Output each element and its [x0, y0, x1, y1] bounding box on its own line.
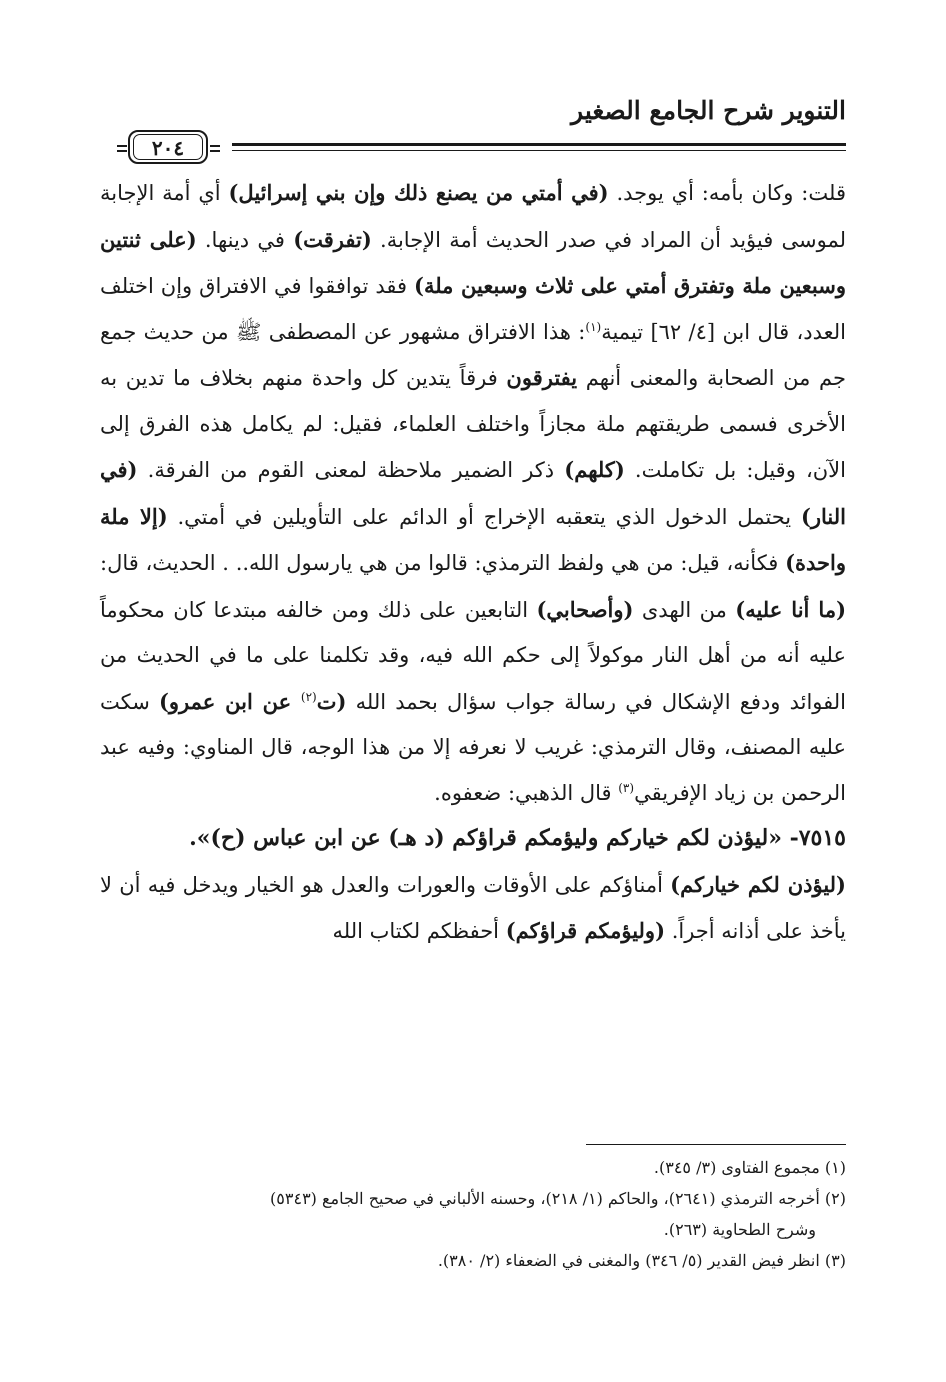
- source-reference: (ت: [316, 688, 347, 714]
- quoted-text: (تفرقت): [293, 226, 372, 252]
- commentary-paragraph: [100, 170, 846, 816]
- text-run: فرقاً يتدين كل واحدة منهم بخلاف ما تدين به الأخرى فسمى طريقتهم ملة مجازاً واختلف العلماء، فقيل: لم يكامل هذه الفرق إلى الآن، وقيل: بل تكاملت.: [100, 366, 846, 482]
- footnote-separator: [586, 1144, 846, 1145]
- footnote-2-continued: وشرح الطحاوية (٢٦٣).: [663, 1220, 816, 1239]
- footnote-marker[interactable]: (٢): [300, 689, 317, 704]
- text-run: أحفظكم لكتاب الله: [332, 919, 506, 943]
- text-run: قلت: وكان بأمه: أي يوجد.: [608, 181, 846, 205]
- quoted-text: (ليؤذن لكم خياركم): [670, 871, 846, 897]
- page-number: ٢٠٤: [151, 136, 185, 160]
- quoted-text: (إلا ملة واحدة): [100, 503, 846, 575]
- text-run: التابعين على ذلك ومن خالفه مبتدعا كان محكوماً عليه أنه من أهل النار موكولاً إلى حكم الله فيه، وقد تكلمنا على ما في الحديث من الفوائد ودفع الإشكال في رسالة جواب سؤال بحمد الله: [100, 597, 846, 714]
- page-number-ornament: [120, 130, 216, 166]
- emphasis-text: يفترقون: [506, 365, 578, 390]
- header-rule-thin: [232, 150, 846, 151]
- header-rule-thick: [232, 143, 846, 146]
- main-text: [100, 170, 846, 955]
- text-run: يحتمل الدخول الذي يتعقبه الإخراج أو الدائم على التأويلين في أمتي.: [167, 504, 801, 529]
- quoted-text: (وأصحابي): [536, 596, 634, 622]
- text-run: فكأنه، قيل: من هي ولفظ الترمذي: قالوا من هي يارسول الله.. . الحديث، قال:: [100, 551, 786, 575]
- footnote-1: (١) مجموع الفتاوى (٣/ ٣٤٥).: [653, 1158, 846, 1177]
- footnote-2: (٢) أخرجه الترمذي (٢٦٤١)، والحاكم (١/ ٢١٨)، وحسنه الألباني في صحيح الجامع (٥٣٤٣): [270, 1189, 846, 1208]
- text-run: : هذا الافتراق مشهور عن المصطفى ﷺ من حديث جمع جم من الصحابة والمعنى أنهم: [100, 319, 846, 390]
- text-run: من الهدى: [633, 597, 736, 622]
- text-run: أمناؤكم على الأوقات والعورات والعدل هو الخيار ويدخل فيه أن لا يأخذ على أذانه أجراً.: [100, 872, 846, 943]
- quoted-text: (كلهم): [564, 457, 625, 482]
- quoted-text: (في النار): [100, 457, 846, 529]
- hadith-heading: ٧٥١٥- «ليؤذن لكم خياركم وليؤمكم قراؤكم (د هـ) عن ابن عباس (ح)».: [189, 825, 846, 851]
- running-header-title: التنوير شرح الجامع الصغير: [571, 96, 846, 125]
- footnote-3: (٣) انظر فيض القدير (٥/ ٣٤٦) والمغنى في الضعفاء (٢/ ٣٨٠).: [437, 1251, 846, 1270]
- quoted-text: (في أمتي من يصنع ذلك وإن بني إسرائيل): [228, 180, 609, 205]
- text-run: أي أمة الإجابة لموسى فيؤيد أن المراد في صدر الحديث أمة الإجابة.: [100, 181, 847, 252]
- commentary-paragraph: [100, 862, 846, 955]
- ornament-tick: [210, 145, 220, 147]
- footnotes: [100, 1152, 846, 1276]
- ornament-tick: [117, 145, 127, 147]
- source-reference: عن ابن عمرو): [158, 688, 301, 714]
- text-run: سكت عليه المصنف، وقال الترمذي: غريب لا نعرفه إلا من هذا الوجه، قال المناوي: وفيه عبد الرحمن بن زياد الإفريقي: [100, 689, 846, 805]
- footnote-marker[interactable]: (٣): [618, 780, 635, 795]
- text-run: فقد توافقوا في الافتراق وإن اختلف العدد، قال ابن [٤/ ٦٢] تيمية: [100, 274, 846, 344]
- quoted-text: (ما أنا عليه): [735, 596, 846, 622]
- footnote-marker[interactable]: (١): [585, 319, 602, 334]
- text-run: قال الذهبي: ضعفوه.: [434, 780, 619, 805]
- text-run: في دينها.: [196, 227, 294, 252]
- quoted-text: (وليؤمكم قراؤكم): [505, 918, 666, 943]
- text-run: ذكر الضمير ملاحظة لمعنى القوم من الفرقة.: [137, 458, 565, 482]
- ornament-tick: [210, 150, 220, 152]
- ornament-tick: [117, 150, 127, 152]
- quoted-text: (على ثنتين وسبعين ملة وتفترق أمتي على ثلاث وسبعين ملة): [100, 226, 847, 298]
